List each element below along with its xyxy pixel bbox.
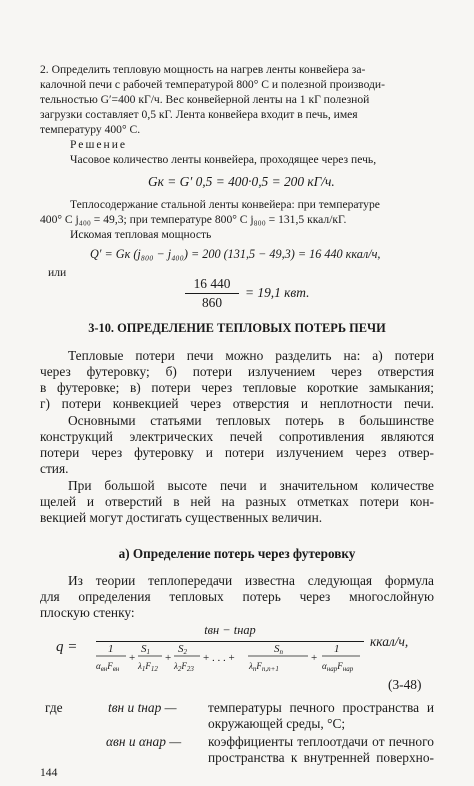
denominator-term-2-den: $\lambda_1F_{12}$ — [138, 661, 158, 673]
or-word: или — [48, 266, 67, 279]
def2-line-2: пространства к внутренней поверхно- — [208, 750, 434, 765]
problem-line-1: 2. Определить тепловую мощность на нагрев ленты конвейера за- — [40, 63, 366, 76]
para4-line-2: для определения тепловых потерь через многослойную — [40, 589, 434, 604]
denominator-term-3-den: $\lambda_2F_{23}$ — [174, 661, 194, 673]
formula-unit: ккал/ч, — [370, 634, 409, 649]
denominator-term-last-num: 1 — [334, 643, 340, 655]
fraction-kw-denominator: 860 — [201, 295, 223, 310]
fraction-kw-result: = 19,1 квт. — [245, 285, 310, 300]
para2-line-4: стия. — [40, 461, 69, 476]
denominator-term-n-num: Sn — [274, 643, 283, 656]
formula-lhs: q = — [56, 639, 78, 655]
para1-line-2: через футеровку; б) потери излучением через отверстия — [40, 364, 434, 379]
denominator-term-1-den: $\alpha_{вн}F_{вн}$ — [96, 661, 120, 673]
para3-line-2: щелей и отверстий в ней на разных отметках потери кон- — [40, 494, 434, 509]
formula-numerator: tвн − tнар — [204, 623, 256, 637]
denominator-term-2-num: S1 — [141, 643, 150, 656]
fraction-bar — [185, 293, 239, 294]
problem-line-2: калочной печи с рабочей температурой 800° С и полезной производи- — [40, 78, 385, 91]
para2-line-2: конструкций электрических печей сопротивления являются — [40, 429, 434, 444]
def1-line-2: окружающей среды, °С; — [208, 716, 346, 731]
fraction-kw-numerator: 16 440 — [193, 276, 231, 291]
para1-line-3: в футеровке; в) потери через тепловые короткие замыкания; — [40, 380, 434, 395]
formula-denominator — [96, 642, 366, 676]
para3-line-1: При большой высоте печи и значительном количестве — [68, 478, 434, 493]
hourly-text: Часовое количество ленты конвейера, проходящее через печь, — [70, 153, 377, 166]
plus-sign: + — [165, 652, 172, 664]
where-word: где — [45, 700, 63, 715]
equation-q: Q′ = Gк (j₈₀₀ − j₄₀₀) = 200 (131,5 − 49,3) = 16 440 ккал/ч, — [90, 247, 381, 261]
plus-ellipsis: + . . . + — [203, 652, 235, 664]
def2-line-1: коэффициенты теплоотдачи от печного — [208, 734, 434, 749]
para1-line-1: Тепловые потери печи можно разделить на: а) потери — [68, 348, 434, 363]
denominator-term-last-den: $\alpha_{нар}F_{нар}$ — [322, 661, 354, 673]
heat-content-line-2: 400° С j₄₀₀ = 49,3; при температуре 800° С j₈₀₀ = 131,5 ккал/кГ. — [40, 213, 347, 226]
para2-line-3: потери через футеровку и потери излучением через отвер- — [40, 445, 434, 460]
para2-line-1: Основными статьями тепловых потерь в большинстве — [68, 413, 434, 428]
page-number: 144 — [40, 766, 58, 779]
denominator-term-3-num: S2 — [178, 643, 187, 656]
para4-line-1: Из теории теплопередачи известна следующая формула — [68, 573, 434, 588]
section-title: 3-10. ОПРЕДЕЛЕНИЕ ТЕПЛОВЫХ ПОТЕРЬ ПЕЧИ — [88, 321, 386, 335]
plus-sign: + — [129, 652, 136, 664]
fraction-kw — [185, 276, 239, 311]
plus-sign: + — [311, 652, 318, 664]
def1-line-1: температуры печного пространства и — [208, 700, 434, 715]
para3-line-3: векцией могут достигать существенных величин. — [40, 510, 323, 525]
formula-number: (3-48) — [388, 677, 422, 692]
solution-heading: Решение — [70, 138, 128, 151]
problem-line-3: тельностью G′=400 кГ/ч. Вес конвейерной ленты на 1 кГ полезной — [40, 93, 370, 106]
para4-line-3: плоскую стенку: — [40, 605, 135, 620]
denominator-term-n-den: $\lambda_nF_{n,n+1}$ — [249, 661, 279, 673]
def2-symbols: αвн и αнар — — [106, 734, 182, 749]
problem-line-5: температуру 400° С. — [40, 123, 141, 136]
problem-line-4: загрузки составляет 0,5 кГ. Лента конвейера входит в печь, имея — [40, 108, 358, 121]
para1-line-4: г) потери конвекцией через отверстия и неплотности печи. — [40, 396, 434, 411]
def1-symbols: tвн и tнар — — [108, 700, 177, 715]
desired-power-text: Искомая тепловая мощность — [70, 228, 212, 241]
heat-content-line-1: Теплосодержание стальной ленты конвейера: при температуре — [70, 198, 380, 211]
equation-gk: Gк = G′ 0,5 = 400·0,5 = 200 кГ/ч. — [148, 174, 335, 189]
denominator-term-1-num: 1 — [108, 643, 114, 655]
subsection-title: а) Определение потерь через футеровку — [118, 546, 356, 561]
